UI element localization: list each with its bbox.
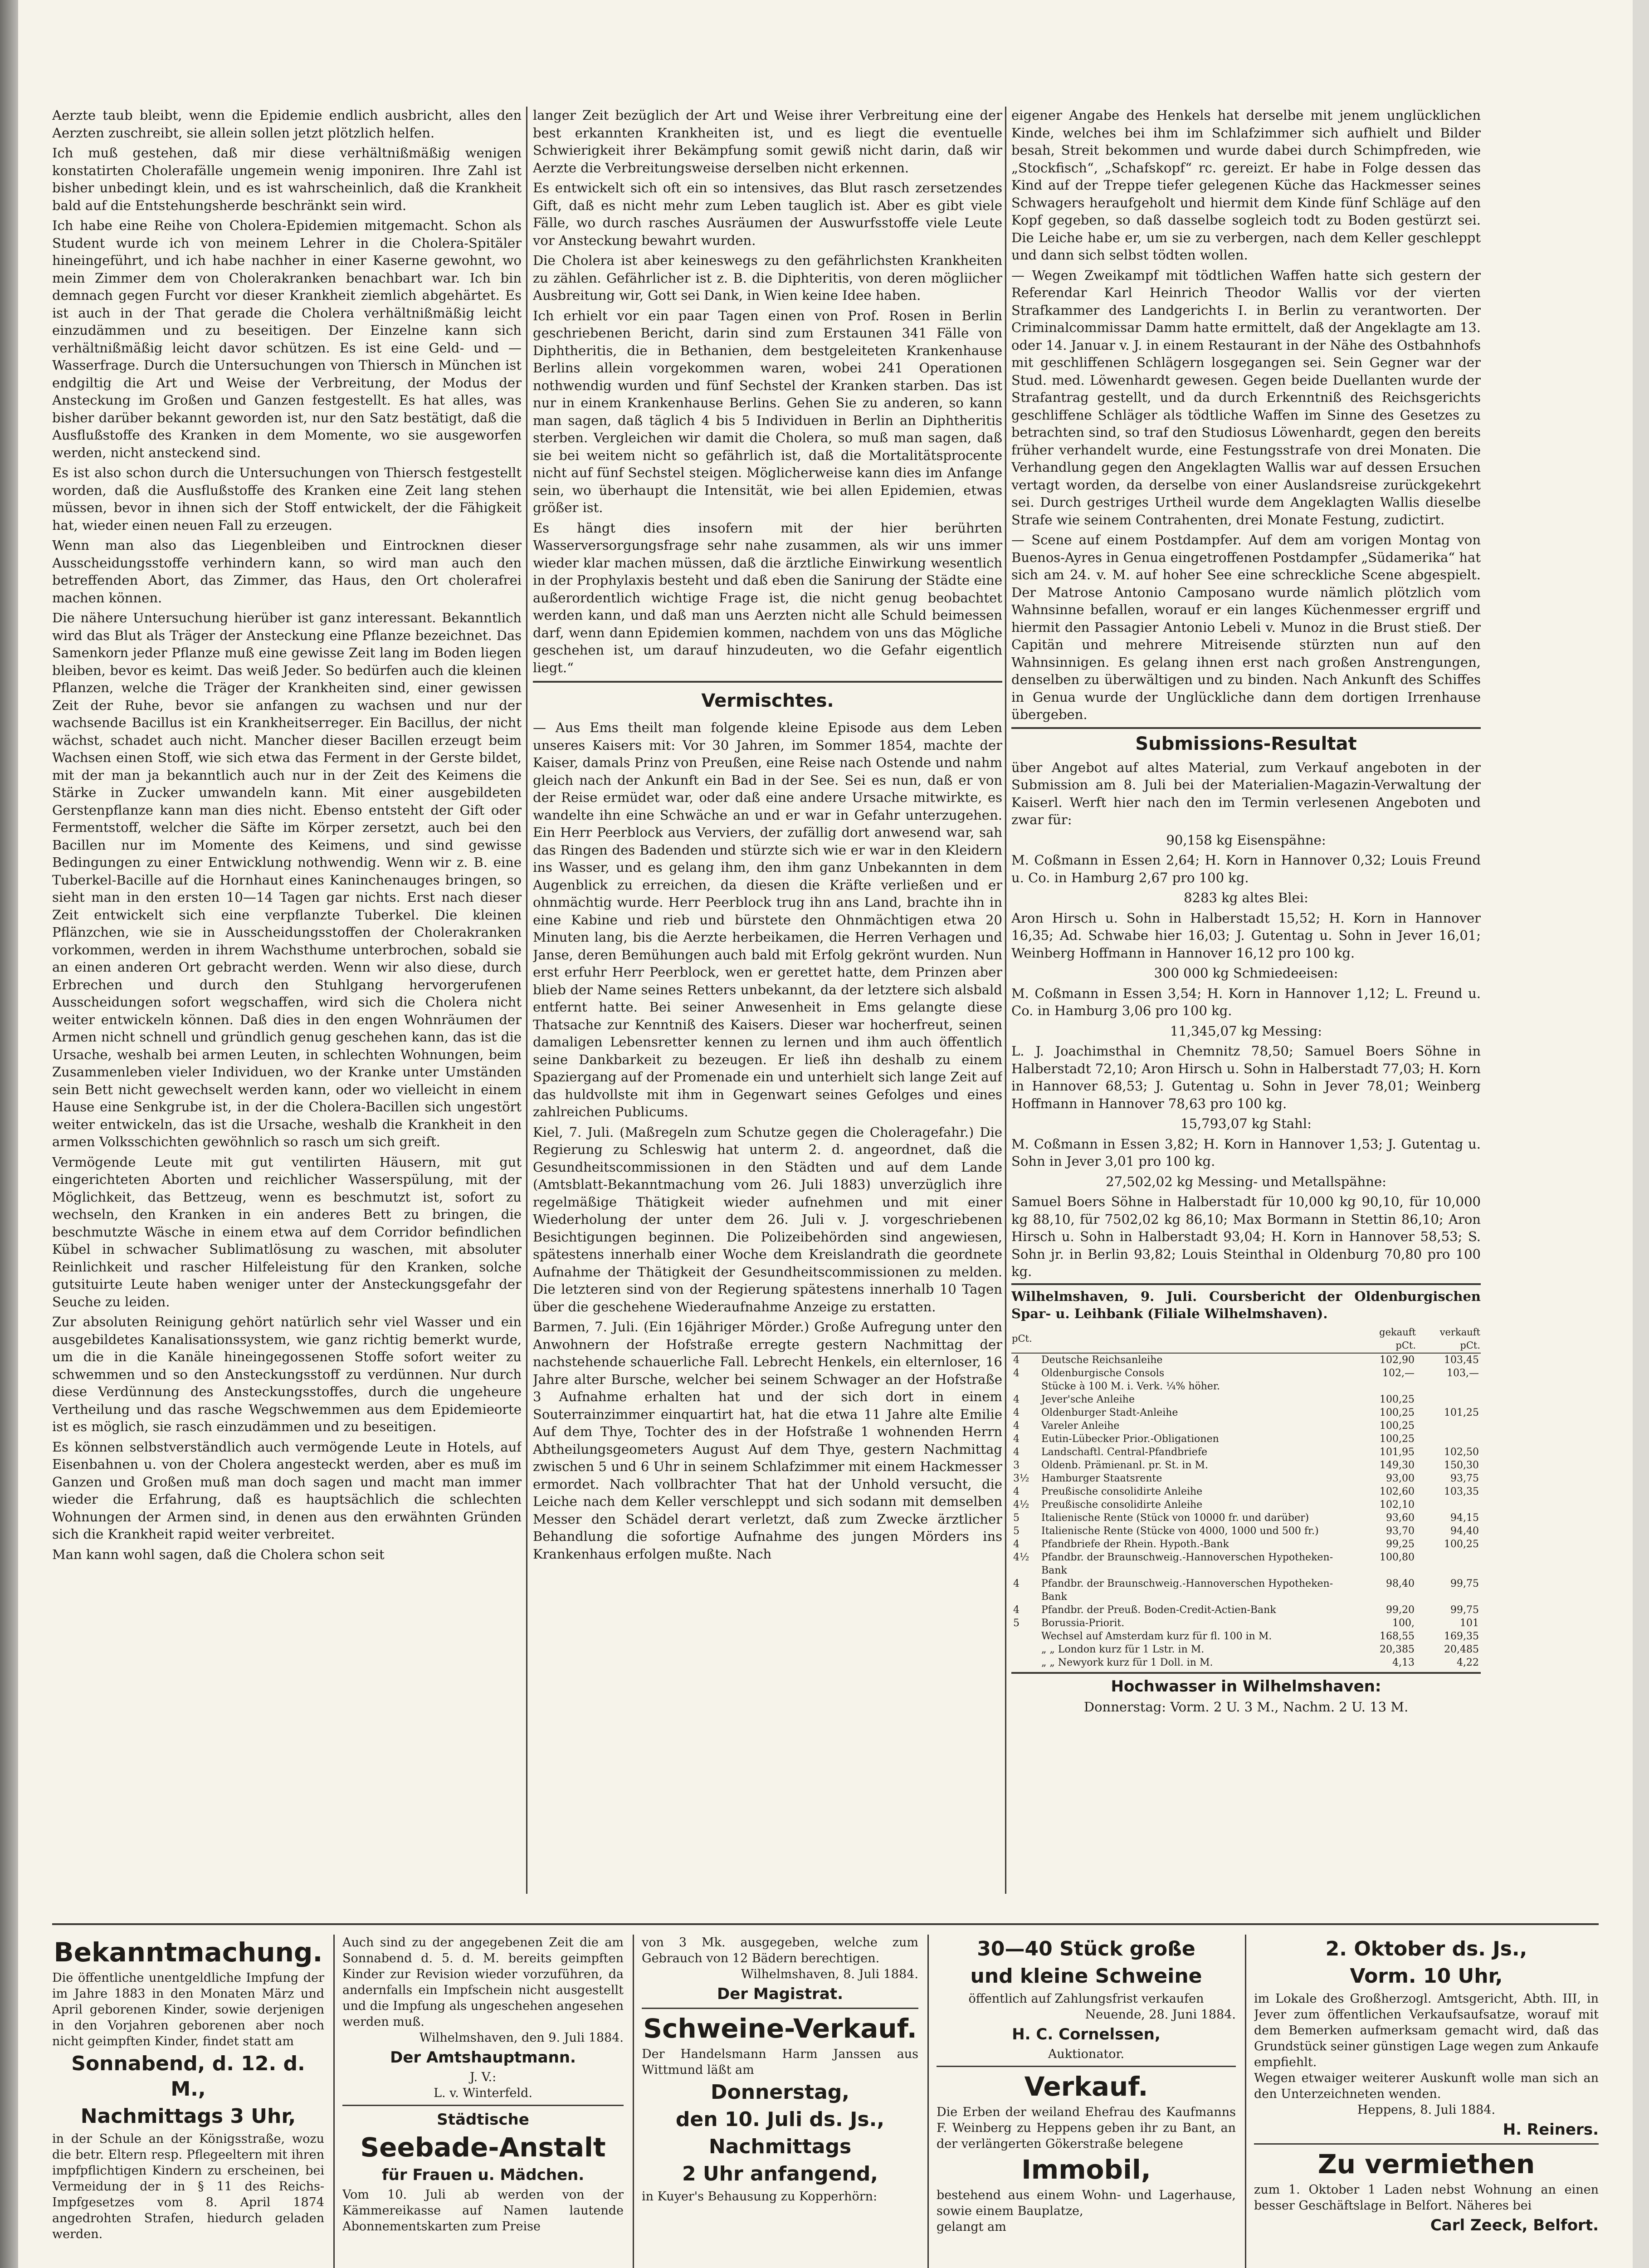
newspaper-page [18,0,1633,2268]
table-row [1011,1538,1481,1551]
bank-report-header: Wilhelmshaven, 9. Juli. Coursbericht der Oldenburgischen Spar- u. Leihbank (Filiale Wilhelmshaven). [1011,1288,1481,1321]
ad-impfung [52,1935,324,2268]
table-cell: 99,25 [1386,1538,1415,1550]
ad-day: Donnerstag, [710,2081,850,2104]
table-row [1011,1472,1481,1485]
table-row [1011,1525,1481,1538]
table-header: verkauft pCt. [1416,1325,1481,1353]
table-cell: 100, [1392,1617,1415,1629]
table-row [1011,1498,1481,1511]
table-row [1011,1459,1481,1472]
ad-title: Schweine-Verkauf. [643,2013,917,2044]
table-cell: 100,25 [1444,1538,1479,1550]
ad-schweine-verkauf [642,1935,918,2268]
table-row [1011,1551,1481,1577]
table-row [1011,1406,1481,1419]
table-cell: 4,13 [1392,1657,1415,1668]
table-cell: 4 [1013,1354,1020,1366]
table-cell [1416,1393,1481,1406]
table-cell: 5 [1013,1512,1020,1524]
table-cell: 102,50 [1444,1446,1479,1458]
article-paragraph: Es ist also schon durch die Untersuchungen von Thiersch festgestellt worden, daß die Ausflußstoffe des Kranken eine Zeit lang stehen müssen, bevor in ihnen sich der Stoff entwickelt, der die Fähigkeit hat, wieder einen neuen Fall zu erzeugen. [52,465,522,533]
ad-title: Seebade-Anstalt [360,2132,606,2163]
article-paragraph: — Aus Ems theilt man folgende kleine Episode aus dem Leben unseres Kaisers mit: Vor 30 Jahren, im Sommer 1854, machte der Kaiser, damals Prinz von Preußen, eine Reise nach Ostende und nahm gleich nach der Ankunft ein Bad in der See. Sei es nun, daß er von der Reise ermüdet war, oder daß eine andere Ursache mitwirkte, es wandelte ihn eine Schwäche an und er war in Gefahr unterzugehen. Ein Herr Peerblock aus Verviers, der zufällig dort anwesend war, sah das Ringen des Badenden und stürzte sich wie er war in den Kleidern ins Wasser, und es gelang ihm, den ihm ganz Unbekannten in dem Augenblick zu erreichen, da diesen die Kräfte verließen und er ohnmächtig wurde. Herr Peerblock trug ihn ans Land, brachte ihn in eine Kabine und rieb und bürstete den Ohnmächtigen etwa 20 Minuten lang, bis die Aerzte herbeikamen, die Herren Verhagen und Janse, deren Bemühungen auch bald mit Erfolg gekrönt wurden. Nun erst erfuhr Herr Peerblock, wen er gerettet hatte, dem Prinzen aber blieb der Name seines Retters unbekannt, da der letztere sich alsbald entfernt hatte. Bei seiner Anwesenheit in Ems gelangte diese Thatsache zur Kenntniß des Kaisers. Dieser war hocherfreut, seinen damaligen Lebensretter kennen zu lernen und ihm auch öffentlich seine Dankbarkeit zu bezeugen. Er ließ ihn deshalb zu einem Spaziergang auf der Promenade ein und unterhielt sich lange Zeit auf das huldvollste mit ihm in Gegenwart seines Gefolges und eines zahlreichen Publicums. [533,720,1002,1119]
table-cell: 102,10 [1380,1499,1415,1510]
submission-line: M. Coßmann in Essen 2,64; H. Korn in Hannover 0,32; Louis Freund u. Co. in Hamburg 2,67 pro 100 kg. [1011,852,1481,885]
table-cell: Stücke à 100 M. i. Verk. ¼% höher. [1041,1380,1220,1392]
article-paragraph: — Scene auf einem Postdampfer. Auf dem am vorigen Montag von Buenos-Ayres in Genua eingetroffenen Postdampfer „Südamerika“ hat sich am 24. v. M. auf hoher See eine schreckliche Scene abgespielt. Der Matrose Antonio Camposano wurde nämlich plötzlich vom Wahnsinne befallen, worauf er ein langes Küchenmesser ergriff und hiermit den Passagier Antonio Lebeli v. Munoz in die Brust stieß. Der Capitän und mehrere Mitreisende stürzten nun auf den Wahnsinnigen. Es gelang ihnen erst nach großen Anstrengungen, denselben zu überwältigen und zu binden. Nach Ankunft des Schiffes in Genua wurde der Unglückliche dann dem dortigen Irrenhause übergeben. [1011,532,1481,722]
table-row [1011,1656,1481,1669]
table-row [1011,1577,1481,1603]
section-rule [533,681,1002,683]
table-cell: 99,20 [1386,1604,1415,1616]
ad-title: Verkauf. [1024,2071,1148,2102]
ad-time: 2 Uhr anfangend, [682,2162,878,2185]
table-row [1011,1432,1481,1446]
ad-text: in Kuyer's Behausung zu Kopperhörn: [642,2190,878,2204]
ad-text: im Lokale des Großherzogl. Amtsgericht, Abth. III, in Jever zum öffentlichen Verkaufsaufsatze, worauf mit dem Bemerken aufmerksam gemacht wird, daß das Grundstück seiner günstigen Lage wegen zum Ankaufe empfiehlt. [1254,1992,1599,2069]
submission-line: 27,502,02 kg Messing- und Metallspähne: [1106,1173,1386,1189]
column-2 [533,107,1002,1892]
ad-text: öffentlich auf Zahlungsfrist verkaufen [968,1992,1204,2006]
article-paragraph: Die nähere Untersuchung hierüber ist ganz interessant. Bekanntlich wird das Blut als Träger der Ansteckung eine Pflanze bezeichnet. Das Samenkorn jeder Pflanze muß eine gewisse Zeit lang im Boden liegen bleiben, bevor es keimt. Das weiß Jeder. So bedürfen auch die kleinen Pflanzen, welche die Träger der Krankheiten sind, einer gewissen Zeit der Ruhe, bevor sie anfangen zu wachsen und nur der wachsende Bacillus ist ein Krankheitserreger. Ein Bacillus, der nicht wächst, schadet auch nicht. Mancher dieser Bacillen erzeugt beim Wachsen einen Stoff, wie sich etwa das Ferment in der Gerste bildet, mit der man ja bekanntlich auch nur in der Zeit des Keimens die Stärke in Zucker umwandeln kann. Mit einer ausgebildeten Gerstenpflanze kann man dies nicht. Ebenso entsteht der Gift oder Fermentstoff, welcher die Säfte im Körper zersetzt, auch bei den Bacillen nur im Momente des Keimens, und sind gewisse Bedingungen zu einer Entwicklung nothwendig. Wenn wir z. B. eine Tuberkel-Bacille auf die Hornhaut eines Kaninchenauges bringen, so sieht man in den ersten 10—14 Tagen gar nichts. Erst nach dieser Zeit entwickelt sich eine verpflanzte Tuberkel. Die kleinen Pflänzchen, wie sie in Ausscheidungsstoffen der Cholerakranken vorkommen, werden in ihrem Wachsthume unterbrochen, sobald sie an einen anderen Ort gebracht werden. Wenn wir also diese, durch Erbrechen und durch den Stuhlgang hervorgerufenen Ausscheidungen sofort wegschaffen, wird sich die Cholera nicht weiter entwickeln können. Daß dies in den engen Wohnräumen der Armen nicht schnell und gründlich genug geschehen kann, das ist die Ursache, weshalb bei armen Leuten, in schlechten Wohnungen, beim Zusammenleben vieler Individuen, wo der Kranke unter Umständen sein Bett nicht gewechselt werden kann, oder wo vielleicht in einem Hause eine Senkgrube ist, in der die Cholera-Bacillen sich ungestört weiter entwickeln, das ist die Ursache, weshalb die Krankheit in den armen Volksschichten gewöhnlich so rasch um sich greift. [52,610,522,1149]
table-cell: 4 [1013,1446,1020,1458]
ad-sign: L. v. Winterfeld. [434,2086,532,2100]
table-cell: 4 [1013,1393,1020,1405]
table-cell: 100,80 [1380,1551,1415,1563]
table-cell: Italienische Rente (Stück von 10000 fr. und darüber) [1041,1512,1309,1524]
ad-name: H. Reiners. [1503,2121,1599,2139]
article-paragraph: Die Cholera ist aber keineswegs zu den gefährlichsten Krankheiten zu zählen. Gefährlicher ist z. B. die Diphteritis, von deren mögliicher Ausbreitung wir, Gott sei Dank, in Wien keine Idee haben. [533,253,1002,303]
article-paragraph: Vermögende Leute mit gut ventilirten Häusern, mit gut eingerichteten Aborten und reichlicher Wasserspülung, mit der Möglichkeit, das Bettzeug, wenn es beschmutzt ist, sofort zu wechseln, den Kranken in ein anderes Bett zu bringen, die beschmutzte Wäsche in einem etwa auf dem Corridor befindlichen Kübel in schwacher Sublimatlösung zu waschen, mit absoluter Reinlichkeit und rascher Hilfeleistung für den Kranken, solche gutsituirte Leute haben weniger unter der Ansteckungsgefahr der Seuche zu leiden. [52,1154,522,1310]
table-cell [1356,1380,1416,1393]
article-paragraph: Es hängt dies insofern mit der hier berührten Wasserversorgungsfrage sehr nahe zusammen, als wir uns immer wieder klar machen müssen, daß die ärztliche Einwirkung wesentlich in der Prophylaxis besteht und daß eben die Sanirung der Städte eine außerordentlich wichtige Frage ist, die nicht genug beobachtet werden kann, und daß man uns Aerzten nicht alle Schuld beimessen darf, wenn dann Epidemien kommen, nachdem von uns das Mögliche geschehen ist, um darauf hinzudeuten, wo die Gefahr eigentlich liegt.“ [533,520,1002,675]
table-cell: 4½ [1013,1551,1029,1563]
table-cell: 4 [1013,1367,1020,1379]
table-row [1011,1367,1481,1380]
ad-title: Bekanntmachung. [54,1937,323,1968]
table-cell: 100,25 [1380,1433,1415,1445]
ad-text: Der Handelsmann Harm Janssen aus Wittmund läßt am [642,2047,918,2077]
ad-text: Auch sind zu der angegebenen Zeit die am Sonnabend d. 5. d. M. bereits geimpften Kinder zur Revision wieder vorzuführen, da andernfalls ein Impfschein nicht ausgestellt und die Impfung als ungeschehen angesehen werden muß. [342,1936,624,2029]
ad-text: Die Erben der weiland Ehefrau des Kaufmanns F. Weinberg zu Heppens geben ihr zu Bant, an der verlängerten Gökerstraße belegene [937,2105,1236,2151]
article-paragraph: — Wegen Zweikampf mit tödtlichen Waffen hatte sich gestern der Referendar Karl Heinrich Theodor Wallis vor der vierten Strafkammer des Landgerichts I. in Berlin zu verantworten. Der Criminalcommissar Damm hatte ermittelt, daß der Angeklagte am 13. oder 14. Januar v. J. in einem Restaurant in der Nähe des Ostbahnhofs mit geschliffenen Schlägern losgegangen sei. Sein Gegner war der Stud. med. Löwenhardt gewesen. Gegen beide Duellanten wurde der Strafantrag gestellt, und da durch Erkenntniß des Reichsgerichts geschliffene Schläger als tödtliche Waffen im Sinne des Gesetzes zu betrachten sind, so traf den Studiosus Löwenhardt, gegen den bereits früher verhandelt wurde, eine Festungsstrafe von drei Monaten. Die Verhandlung gegen den Angeklagten Wallis war auf dessen Ersuchen vertagt worden, da derselbe von einer Auslandsreise zurückgekehrt sei. Durch gestriges Urtheil wurde dem Angeklagten Wallis dieselbe Strafe wie seinem Contrahenten, drei Monate Festung, zudictirt. [1011,267,1481,528]
table-cell: 101 [1460,1617,1479,1629]
ad-title: und kleine Schweine [970,1965,1202,1988]
article-paragraph: Ich muß gestehen, daß mir diese verhältnißmäßig wenigen konstatirten Cholerafälle ungemein wenig imponiren. Ihre Zahl ist bisher unbedingt klein, und es ist wahrscheinlich, daß die Krankheit bald auf die Entstehungsherde beschränkt sein wird. [52,145,522,213]
table-cell: 102,90 [1380,1354,1415,1366]
submission-line: 15,793,07 kg Stahl: [1181,1116,1312,1131]
ad-text: gelangt am [937,2220,1006,2234]
ad-authority: Der Magistrat. [717,1985,844,2003]
table-cell: 4 [1013,1407,1020,1418]
table-cell: 4 [1013,1433,1020,1445]
ad-column-rule [633,1935,634,2268]
table-cell: 168,55 [1380,1630,1415,1642]
article-paragraph: Wenn man also das Liegenbleiben und Eintrocknen dieser Ausscheidungsstoffe verhindern kann, so wird man auch den betreffenden Abort, das Zimmer, das Haus, den Ort cholerafrei machen können. [52,538,522,606]
table-cell: 101,25 [1444,1407,1479,1418]
table-cell: Preußische consolidirte Anleihe [1041,1499,1203,1510]
ad-text: Wegen etwaiger weiterer Auskunft wolle man sich an den Unterzeichneten wenden. [1254,2071,1599,2101]
table-header [1039,1325,1356,1353]
table-cell: 93,75 [1450,1472,1479,1484]
ad-text: in der Schule an der Königsstraße, wozu die betr. Eltern resp. Pflegeeltern mit ihren impfpflichtigen Kindern zu erscheinen, bei Vermeidung der in § 11 des Reichs-Impfgesetzes vom 8. April 1874 angedrohten Strafen, hiedurch geladen werden. [52,2132,324,2241]
table-cell: Oldenburger Stadt-Anleihe [1041,1407,1178,1418]
ad-time: Nachmittags 3 Uhr, [80,2105,296,2128]
table-cell: 103,— [1447,1367,1479,1379]
submission-line: M. Coßmann in Essen 3,82; H. Korn in Hannover 1,53; J. Gutentag u. Sohn in Jever 3,01 pro 100 kg. [1011,1136,1481,1169]
submission-line: 8283 kg altes Blei: [1184,890,1308,905]
table-cell: 4 [1013,1604,1020,1616]
table-row [1011,1643,1481,1656]
table-cell: 94,15 [1450,1512,1479,1524]
table-cell: 103,35 [1444,1486,1479,1497]
section-rule [1011,727,1481,729]
table-cell: 20,485 [1444,1643,1479,1655]
article-paragraph: Ich erhielt vor ein paar Tagen einen von Prof. Rosen in Berlin geschriebenen Bericht, darin sind zum Erstaunen 341 Fälle von Diphtheritis, die in Bethanien, dem bestgeleiteten Krankenhause Berlins allein vorgekommen waren, wobei 241 Operationen nothwendig wurden und fünf Sechstel der Kranken starben. Das ist nur in einem Krankenhause Berlins. Gehen Sie zu anderen, so kann man sagen, daß täglich 4 bis 5 Individuen in Berlin an Diphtheritis sterben. Vergleichen wir damit die Cholera, so muß man sagen, daß sie bei weitem nicht so gefährlich ist, daß die Mortalitätsprocente nicht auf fünf Sechstel steigen. Möglicherweise kann dies im Anfange sein, wo überhaupt die Intensität, wie bei allen Epidemien, etwas größer ist. [533,308,1002,515]
ad-title: Städtische [437,2111,529,2129]
table-cell [1416,1419,1481,1432]
submission-line: über Angebot auf altes Material, zum Verkauf angeboten in der Submission am 8. Juli bei der Materialien-Magazin-Verwaltung der Kaiserl. Werft hier nach den im Termin verlesenen Angeboten und zwar für: [1011,759,1481,827]
table-cell: 103,45 [1444,1354,1479,1366]
rates-body [1011,1353,1481,1669]
section-rule [1011,1672,1481,1674]
table-row [1011,1353,1481,1367]
ad-place-date: Heppens, 8. Juli 1884. [1357,2103,1496,2117]
table-cell: 4½ [1013,1499,1029,1510]
table-cell: 4,22 [1457,1657,1479,1668]
table-row [1011,1419,1481,1432]
table-cell: 4 [1013,1538,1020,1550]
table-cell: Oldenb. Prämienanl. pr. St. in M. [1041,1459,1209,1471]
rates-table [1011,1325,1481,1669]
column-3 [1011,107,1481,1892]
table-cell: Italienische Rente (Stücke von 4000, 1000 und 500 fr.) [1041,1525,1319,1537]
ad-time: Nachmittags [708,2135,852,2158]
ad-column-rule [927,1935,929,2268]
ad-authority: Der Amtshauptmann. [390,2048,576,2067]
ad-place-date: Wilhelmshaven, 8. Juli 1884. [741,1967,918,1981]
table-cell: 93,60 [1386,1512,1415,1524]
table-cell: Eutin-Lübecker Prior.-Obligationen [1041,1433,1219,1445]
ad-title: 2. Oktober ds. Js., [1325,1937,1527,1960]
ad-verkauf-immobil [937,1935,1236,2268]
article-paragraph: Aerzte taub bleibt, wenn die Epidemie endlich ausbricht, alles den Aerzten zuschreibt, sie allein sollen jetzt plötzlich helfen. [52,108,522,141]
article-paragraph: Man kann wohl sagen, daß die Cholera schon seit [52,1546,385,1562]
ad-date: Sonnabend, d. 12. d. M., [71,2052,305,2101]
table-cell: 149,30 [1380,1459,1415,1471]
table-cell: „ „ London kurz für 1 Lstr. in M. [1041,1643,1205,1655]
article-paragraph: Es entwickelt sich oft ein so intensives, das Blut rasch zersetzendes Gift, daß es nicht mehr zum Leben tauglich ist. Aber es gibt viele Fälle, wo durch rasches Ausräumen der Auswurfsstoffe viele Leute vor Ansteckung bewahrt wurden. [533,180,1002,248]
ad-termin-vermiethen [1254,1935,1599,2268]
ad-rule [642,2008,918,2009]
ad-rule [937,2066,1236,2067]
table-cell: 100,25 [1380,1393,1415,1405]
table-header-row [1011,1325,1481,1353]
table-cell: Wechsel auf Amsterdam kurz für fl. 100 in M. [1041,1630,1272,1642]
table-cell [1011,1380,1039,1393]
column-rule [1005,107,1006,1894]
ad-rule [1254,2143,1599,2145]
ad-title: Zu vermiethen [1317,2149,1535,2180]
submission-line: L. J. Joachimsthal in Chemnitz 78,50; Samuel Boers Söhne in Halberstadt 72,10; Aron Hirsch u. Sohn in Halberstadt 77,03; H. Korn in Hannover 68,53; J. Gutentag u. Sohn in Jever 78,01; Weinberg Hoffmann in Hannover 78,63 pro 100 kg. [1011,1043,1481,1111]
table-cell: Pfandbr. der Braunschweig.-Hannoverschen Hypotheken-Bank [1041,1578,1333,1603]
table-cell: 3 [1013,1459,1020,1471]
ad-place-date: Wilhelmshaven, den 9. Juli 1884. [419,2031,624,2045]
table-cell: Vareler Anleihe [1041,1420,1120,1432]
column-rule [526,107,527,1894]
ad-text: bestehend aus einem Wohn- und Lagerhause, sowie einem Bauplatze, [937,2188,1236,2218]
ad-rule [342,2105,624,2106]
table-cell: 169,35 [1444,1630,1479,1642]
ad-title: 30—40 Stück große [977,1937,1195,1960]
table-row [1011,1485,1481,1498]
section-heading: Vermischtes. [701,690,834,711]
section-heading: Hochwasser in Wilhelmshaven: [1111,1677,1381,1696]
table-row [1011,1630,1481,1643]
ad-title: Vorm. 10 Uhr, [1350,1965,1503,1988]
table-row [1011,1617,1481,1630]
article-paragraph: Kiel, 7. Juli. (Maßregeln zum Schutze gegen die Choleragefahr.) Die Regierung zu Schleswig hat unterm 2. d. angeordnet, daß die Gesundheitscommissionen in den Städten und auf dem Lande (Amtsblatt-Bekanntmachung vom 26. Juli 1883) unverzüglich ihre regelmäßige Thätigkeit wieder aufnehmen und mit einer Wiederholung der unter dem 26. Juli v. J. vorgeschriebenen Besichtigungen beginnen. Die Polizeibehörden sind angewiesen, spätestens innerhalb einer Woche dem Kreislandrath die geordnete Aufnahme der Thätigkeit der Gesundheitscommissionen zu melden. Die letzteren sind von der Regierung spätestens innerhalb 10 Tagen über die geschehene Wiederaufnahme Anzeige zu erstatten. [533,1124,1002,1315]
ad-title: Immobil, [1021,2154,1151,2185]
tide-line: Donnerstag: Vorm. 2 U. 3 M., Nachm. 2 U. 13 M. [1083,1699,1409,1715]
article-paragraph: Zur absoluten Reinigung gehört natürlich sehr viel Wasser und ein ausgebildetes Kanalisationssystem, wie ganz richtig bemerkt wurde, um die in die Kanäle hineingegossenen Stoffe sofort weiter zu schwemmen und so den Ansteckungsstoff zu verdünnen. Nur durch diese Verdünnung des Ansteckungsstoffes, durch die ungeheure Vertheilung und das rasche Wegschwemmen aus dem Epidemieorte ist es möglich, sie rasch einzudämmen und zu beseitigen. [52,1314,522,1434]
table-row [1011,1446,1481,1459]
table-cell: Landschaftl. Central-Pfandbriefe [1041,1446,1207,1458]
submission-line: Samuel Boers Söhne in Halberstadt für 10,000 kg 90,10, für 10,000 kg 88,10, für 7502,02 kg 86,10; Max Bormann in Stettin 86,10; Aron Hirsch u. Sohn in Halberstadt 93,04; H. Korn in Hannover 58,53; S. Sohn jr. in Berlin 93,82; Louis Steinthal in Oldenburg 70,80 pro 100 kg. [1011,1194,1481,1279]
table-cell: 99,75 [1450,1578,1479,1589]
advertisements [52,1935,1599,2268]
column-1 [52,107,522,1892]
table-cell: Hamburger Staatsrente [1041,1472,1162,1484]
table-cell: 102,60 [1380,1486,1415,1497]
table-cell: 3½ [1013,1472,1029,1484]
table-row [1011,1393,1481,1406]
table-header: pCt. [1011,1325,1039,1353]
ad-sign: J. V.: [469,2070,497,2084]
submission-line: M. Coßmann in Essen 3,54; H. Korn in Hannover 1,12; L. Freund u. Co. in Hamburg 3,06 pro 100 kg. [1011,985,1481,1018]
table-cell: 100,25 [1380,1420,1415,1432]
article-paragraph: Es können selbstverständlich auch vermögende Leute in Hotels, auf Eisenbahnen u. von der Cholera angesteckt werden, aber es muß im Ganzen und Großen muß man doch sagen und macht man immer wieder die Erfahrung, daß es hauptsächlich die schlechten Wohnungen der Armen sind, in denen aus den erwähnten Gründen sich die Krankheit rapid weiter verbreitet. [52,1439,522,1542]
table-cell: 99,75 [1450,1604,1479,1616]
ad-text: Vom 10. Juli ab werden von der Kämmereikasse auf Namen lautende Abonnementskarten zum Preise [342,2188,624,2234]
article-paragraph: langer Zeit bezüglich der Art und Weise ihrer Verbreitung eine der best erkannten Krankheiten ist, und es liegt die eventuelle Schwierigkeit ihrer Bekämpfung somit gewiß nicht darin, daß wir Aerzte die Verbreitungsweise derselben nicht erkennen. [533,108,1002,176]
ad-name: Carl Zeeck, Belfort. [1430,2216,1599,2234]
article-paragraph: Ich habe eine Reihe von Cholera-Epidemien mitgemacht. Schon als Student wurde ich von meinem Lehrer in die Cholera-Spitäler hineingeführt, und ich habe nachher in einer Kaserne gewohnt, wo mein Zimmer dem von Cholerakranken benachbart war. Ich bin demnach gegen Furcht vor dieser Krankheit ziemlich abgehärtet. Es ist auch in der That gerade die Cholera verhältnißmäßig leicht einzudämmen und zu beseitigen. Der Einzelne kann sich verhältnißmäßig leicht davor schützen. Es ist eine Geld- und — Wasserfrage. Durch die Untersuchungen von Thiersch in München ist endgiltig die Art und Weise der Verbreitung, der Modus der Ansteckung im Großen und Ganzen festgestellt. Es hat alles, was bisher darüber bekannt geworden ist, nur den Satz bestätigt, daß die Ausflußstoffe des Kranken in dem Momente, wo sie ausgeworfen werden, nicht ansteckend sind. [52,218,522,460]
table-row [1011,1603,1481,1617]
submission-line: 300 000 kg Schmiedeeisen: [1154,965,1338,981]
table-cell: Pfandbriefe der Rhein. Hypoth.-Bank [1041,1538,1229,1550]
scan-left-shadow [0,0,18,2268]
table-cell: 101,95 [1380,1446,1415,1458]
table-row [1011,1511,1481,1525]
ad-column-rule [333,1935,335,2268]
table-cell [1416,1432,1481,1446]
table-cell: Deutsche Reichsanleihe [1041,1354,1163,1366]
section-heading: Submissions-Resultat [1135,733,1357,754]
table-cell: 100,25 [1380,1407,1415,1418]
ad-column-rule [1245,1935,1246,2268]
article-paragraph: eigener Angabe des Henkels hat derselbe mit jenem unglücklichen Kinde, welches bei ihm im Schlafzimmer sich aufhielt und Bilder besah, Streit bekommen und wurde dabei durch Schimpfreden, wie „Stockfisch“, „Schafskopf“ rc. gereizt. Er habe in Folge dessen das Kind auf der Treppe tiefer gelegenen Küche das Hackmesser seines Schwagers heraufgeholt und hiermit dem Kinde fünf Schläge auf den Kopf gegeben, so daß dasselbe sogleich todt zu Boden gestürzt sei. Die Leiche habe er, um sie zu verbergen, nach dem Keller geschleppt und dann sich selbst tödten wollen. [1011,108,1481,263]
ad-name: H. C. Cornelssen, [1012,2025,1161,2043]
table-cell [1011,1630,1039,1643]
ad-text: von 3 Mk. ausgegeben, welche zum Gebrauch von 12 Bädern berechtigen. [642,1936,918,1965]
table-cell [1416,1498,1481,1511]
table-header: gekauft pCt. [1356,1325,1416,1353]
ad-seebad [342,1935,624,2268]
table-cell: „ „ Newyork kurz für 1 Doll. in M. [1041,1657,1213,1668]
table-cell: 5 [1013,1525,1020,1537]
table-cell: 94,40 [1450,1525,1479,1537]
table-cell: 4 [1013,1486,1020,1497]
table-cell [1011,1643,1039,1656]
table-cell: Preußische consolidirte Anleihe [1041,1486,1203,1497]
table-cell: Borussia-Priorit. [1041,1617,1125,1629]
table-cell: 93,00 [1386,1472,1415,1484]
article-paragraph: Barmen, 7. Juli. (Ein 16jähriger Mörder.) Große Aufregung unter den Anwohnern der Hofstraße erregte gestern Nachmittag der nachstehende schauerliche Fall. Lebrecht Henkels, ein elternloser, 16 Jahre alter Bursche, welcher bei seinem Schwager an der Hofstraße 3 Aufnahme erhalten hat und der sich dort in einem Souterrainzimmer einquartirt hat, hat die etwa 11 Jahre alte Emilie Auf dem Thye, Tochter des in der Hofstraße 1 wohnenden Herrn Abtheilungsgeometers August Auf dem Thye, gestern Nachmittag zwischen 5 und 6 Uhr in seinem Schlafzimmer mit einem Hackmesser ermordet. Nach vollbrachter That hat der Unhold versucht, die Leiche nach dem Keller verschleppt und sich sodann mit demselben Messer den Schädel derart verletzt, daß zum Zwecke ärztlicher Behandlung die sofortige Aufnahme des jungen Mörders ins Krankenhaus erfolgen mußte. Nach [533,1319,1002,1562]
ad-role: Auktionator. [1048,2047,1125,2061]
ad-title: für Frauen u. Mädchen. [381,2166,585,2184]
ad-text: zum 1. Oktober 1 Laden nebst Wohnung an einen besser Geschäftslage in Belfort. Näheres bei [1254,2183,1599,2213]
table-cell [1011,1656,1039,1669]
table-cell: 150,30 [1444,1459,1479,1471]
table-cell: Oldenburgische Consols [1041,1367,1165,1379]
table-cell: 98,40 [1386,1578,1415,1589]
ad-date: den 10. Juli ds. Js., [675,2108,885,2131]
adverts-top-rule [52,1923,1599,1925]
table-cell: 4 [1013,1578,1020,1589]
table-cell: 5 [1013,1617,1020,1629]
ad-text: Die öffentliche unentgeldliche Impfung der im Jahre 1883 in den Monaten März und April geborenen Kinder, sowie derjenigen in den Vorjahren geborenen aber noch nicht geimpften Kinder, findet statt am [52,1971,324,2048]
table-cell: 102,— [1382,1367,1415,1379]
ad-place-date: Neuende, 28. Juni 1884. [1085,2008,1236,2022]
table-cell [1416,1380,1481,1393]
table-cell: Pfandbr. der Braunschweig.-Hannoverschen Hypotheken-Bank [1041,1551,1333,1576]
table-cell: Pfandbr. der Preuß. Boden-Credit-Actien-Bank [1041,1604,1276,1616]
table-cell: 93,70 [1386,1525,1415,1537]
table-cell [1416,1551,1481,1577]
table-cell: 4 [1013,1420,1020,1432]
submission-line: 11,345,07 kg Messing: [1170,1023,1322,1039]
table-row [1011,1380,1481,1393]
table-cell: 20,385 [1380,1643,1415,1655]
submission-line: Aron Hirsch u. Sohn in Halberstadt 15,52; H. Korn in Hannover 16,35; Ad. Schwabe hier 16,03; J. Gutentag u. Sohn in Jever 16,01; Weinberg Hoffmann in Hannover 16,12 pro 100 kg. [1011,910,1481,961]
table-cell: Jever'sche Anleihe [1041,1393,1135,1405]
section-rule [1011,1283,1481,1285]
submission-line: 90,158 kg Eisenspähne: [1166,832,1326,848]
